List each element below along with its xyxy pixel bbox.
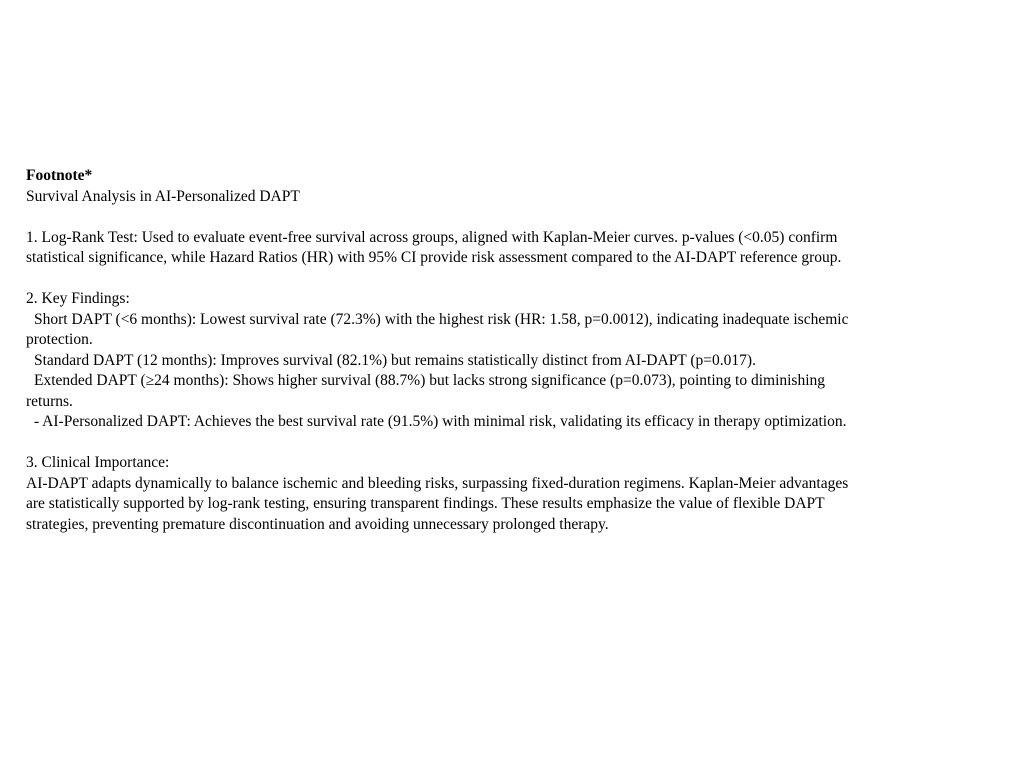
section1-line: 1. Log-Rank Test: Used to evaluate event-free survival across groups, aligned with Kaplan-Meier curves. p-values (<0.05) confirm bbox=[26, 228, 838, 246]
footnote-block bbox=[26, 166, 966, 535]
section1-line: statistical significance, while Hazard Ratios (HR) with 95% CI provide risk assessment compared to the AI-DAPT reference group. bbox=[26, 249, 842, 266]
finding-standard-dapt: Standard DAPT (12 months): Improves survival (82.1%) but remains statistically distinct from AI-DAPT (p=0.017). bbox=[34, 351, 756, 369]
spacer bbox=[26, 269, 966, 290]
finding-short-dapt-cont: protection. bbox=[26, 331, 93, 348]
finding-extended-dapt: Extended DAPT (≥24 months): Shows higher survival (88.7%) but lacks strong significance (p=0.073), pointing to diminishing bbox=[34, 372, 826, 389]
spacer bbox=[26, 207, 966, 228]
section-key-findings bbox=[26, 289, 966, 433]
section3-line: AI-DAPT adapts dynamically to balance ischemic and bleeding risks, surpassing fixed-duration regimens. Kaplan-Meier advantages bbox=[26, 474, 849, 492]
section-log-rank-test bbox=[26, 228, 966, 269]
footnote-subtitle: Survival Analysis in AI-Personalized DAPT bbox=[26, 187, 300, 205]
spacer bbox=[26, 433, 966, 454]
finding-extended-dapt-cont: returns. bbox=[26, 392, 73, 410]
section3-heading: 3. Clinical Importance: bbox=[26, 454, 170, 471]
section3-line: strategies, preventing premature discontinuation and avoiding unnecessary prolonged therapy. bbox=[26, 515, 609, 533]
finding-short-dapt: Short DAPT (<6 months): Lowest survival rate (72.3%) with the highest risk (HR: 1.58, p=0.0012), indicating inadequate ischemic bbox=[34, 310, 849, 328]
section2-heading: 2. Key Findings: bbox=[26, 290, 130, 307]
section3-line: are statistically supported by log-rank testing, ensuring transparent findings. These results emphasize the value of flexible DAPT bbox=[26, 495, 825, 512]
section-clinical-importance bbox=[26, 453, 966, 535]
footnote-title: Footnote* bbox=[26, 167, 93, 184]
finding-ai-dapt: - AI-Personalized DAPT: Achieves the best survival rate (91.5%) with minimal risk, validating its efficacy in therapy optimization. bbox=[34, 413, 847, 430]
